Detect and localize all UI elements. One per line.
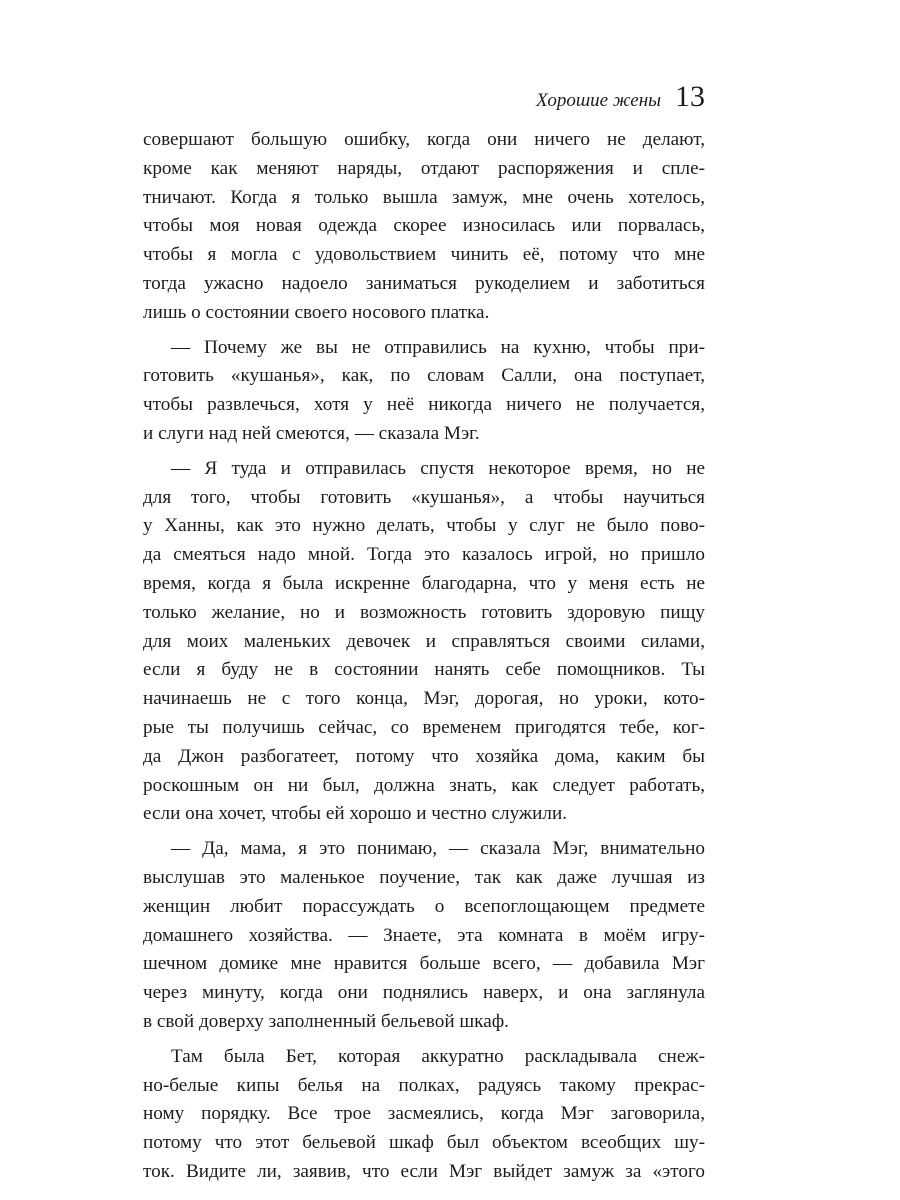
text-line: лишь о состоянии своего носового платка. — [143, 301, 490, 323]
text-line: выслушав это маленькое поучение, так как даже лучшая из — [143, 866, 705, 888]
paragraph — [143, 455, 705, 829]
text-line: рые ты получишь сейчас, со временем пригодятся тебе, ког- — [143, 716, 705, 738]
text-line: роскошным он ни был, должна знать, как следует работать, — [143, 774, 705, 796]
paragraph — [143, 1043, 705, 1187]
text-line: чтобы развлечься, хотя у неё никогда ничего не получается, — [143, 394, 705, 416]
text-line: через минуту, когда они поднялись наверх, и она заглянула — [143, 982, 705, 1004]
text-line: потому что этот бельевой шкаф был объектом всеобщих шу- — [143, 1132, 705, 1154]
text-line: женщин любит порассуждать о всепоглощающем предмете — [143, 895, 705, 917]
running-head — [143, 80, 705, 120]
paragraph — [143, 334, 705, 449]
text-line: — Я туда и отправилась спустя некоторое время, но не — [171, 457, 705, 479]
text-line: чтобы моя новая одежда скорее износилась или порвалась, — [143, 215, 705, 237]
text-line: кроме как меняют наряды, отдают распоряжения и спле- — [143, 157, 705, 179]
text-line: чтобы я могла с удовольствием чинить её, потому что мне — [143, 244, 705, 266]
text-line: и слуги над ней смеются, — сказала Мэг. — [143, 422, 480, 444]
text-line: — Да, мама, я это понимаю, — сказала Мэг, внимательно — [171, 838, 705, 860]
text-line: если она хочет, чтобы ей хорошо и честно служили. — [143, 803, 568, 825]
text-line: Там была Бет, которая аккуратно раскладывала снеж- — [171, 1045, 705, 1067]
text-line: для моих маленьких девочек и справляться своими силами, — [143, 630, 705, 652]
text-line: да Джон разбогатеет, потому что хозяйка дома, каким бы — [143, 745, 705, 767]
text-line: ному порядку. Все трое засмеялись, когда Мэг заговорила, — [143, 1103, 705, 1125]
text-line: в свой доверху заполненный бельевой шкаф. — [143, 1010, 509, 1032]
text-line: но-белые кипы белья на полках, радуясь такому прекрас- — [143, 1074, 705, 1096]
text-line: у Ханны, как это нужно делать, чтобы у слуг не было пово- — [143, 515, 705, 537]
text-line: совершают большую ошибку, когда они ничего не делают, — [143, 129, 705, 150]
page-number: 13 — [675, 80, 705, 113]
text-line: готовить «кушанья», как, по словам Салли, она поступает, — [143, 365, 705, 387]
text-line: время, когда я была искренне благодарна, что у меня есть не — [143, 572, 705, 594]
text-line: — Почему же вы не отправились на кухню, чтобы при- — [171, 336, 705, 358]
text-line: начинаешь не с того конца, Мэг, дорогая, но уроки, кото- — [143, 688, 705, 710]
text-line: ток. Видите ли, заявив, что если Мэг выйдет замуж за «этого — [143, 1160, 705, 1182]
text-line: тогда ужасно надоело заниматься рукоделием и заботиться — [143, 272, 705, 294]
text-line: домашнего хозяйства. — Знаете, эта комната в моём игру- — [143, 924, 705, 946]
running-title: Хорошие жены — [536, 90, 661, 111]
text-line: тничают. Когда я только вышла замуж, мне очень хотелось, — [143, 186, 705, 208]
text-line: да смеяться надо мной. Тогда это казалось игрой, но пришло — [143, 544, 705, 566]
text-line: только желание, но и возможность готовить здоровую пищу — [143, 601, 705, 623]
text-line: шечном домике мне нравится больше всего, — добавила Мэг — [143, 953, 705, 975]
text-line: если я буду не в состоянии нанять себе помощников. Ты — [143, 659, 705, 681]
text-line: для того, чтобы готовить «кушанья», а чтобы научиться — [143, 486, 705, 508]
paragraph — [143, 126, 705, 328]
text-body — [143, 126, 705, 1187]
paragraph — [143, 835, 705, 1037]
